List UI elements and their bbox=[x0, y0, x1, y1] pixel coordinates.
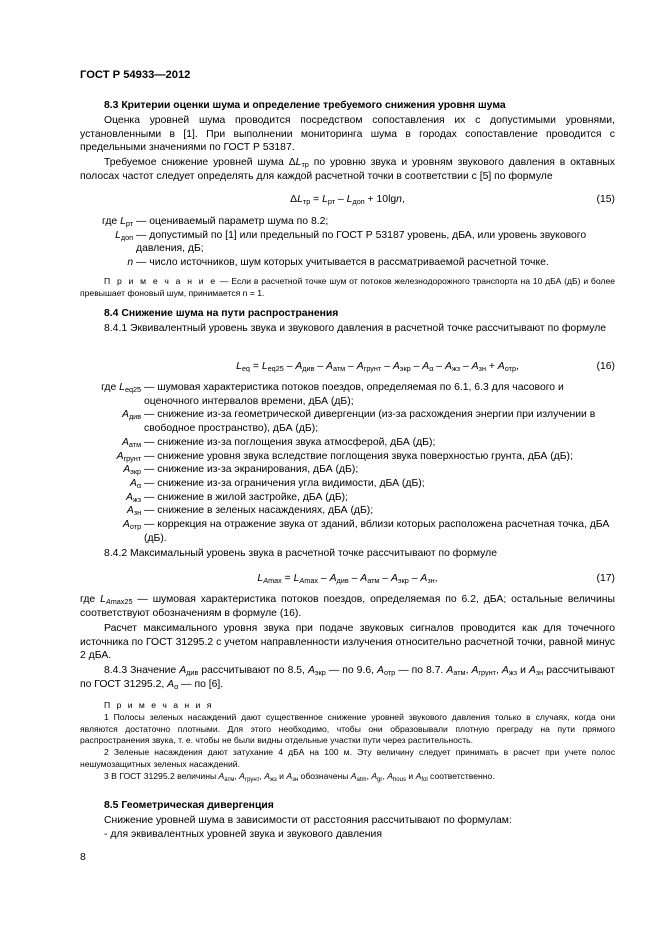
formula-17-expression: $L_{Amax} = L_{Amax} - A_{див} - A_{атм} - A_{экр} - A_{зн}$, bbox=[257, 573, 438, 585]
formula-16-number: (16) bbox=[596, 361, 615, 372]
formula-15-number: (15) bbox=[596, 194, 615, 205]
definition-row: $A_{грунт}$ — снижение уровня звука вследствие поглощения звука поверхностью грунта, дБА (дБ); bbox=[116, 450, 573, 463]
formula-16 bbox=[80, 360, 615, 374]
formula-16-expression: $L_{eq} = L_{eq25} - A_{див} - A_{атм} - A_{грунт} - A_{экр} - A_\alpha - A_{жз} - A_{зн} + A_{отр}$, bbox=[236, 361, 519, 373]
section-8-5-title: 8.5 Геометрическая дивергенция bbox=[104, 800, 274, 811]
definition-row: $A_{див}$ — снижение из-за геометрической дивергенции (из-за расхождения энергии при излучении в свободное пространство), дБА (дБ); bbox=[122, 409, 596, 435]
section-8-4-title: 8.4 Снижение шума на пути распространения bbox=[104, 308, 339, 319]
definition-row: n — число источников, шум которых учитывается в рассматриваемой расчетной точке. bbox=[127, 257, 549, 269]
s83-paragraph-2: Требуемое снижение уровней шума $\Delta L_{тр}$ по уровню звука и уровням звукового давления в октавных полосах частот следует определять для каждой расчетной точки в соответствии с [5] по формуле bbox=[80, 157, 616, 182]
definition-row: $A_{атм}$ — снижение из-за поглощения звука атмосферой, дБА (дБ); bbox=[121, 436, 436, 449]
formula-15-expression: $\Delta L_{тр} = L_{рт} - L_{доп} + 10\lg n$, bbox=[290, 194, 405, 206]
definition-row: $A_{экр}$ — снижение из-за экранирования, дБА (дБ); bbox=[123, 464, 359, 477]
definition-row: $A_{жз}$ — снижение в жилой застройке, дБА (дБ); bbox=[125, 491, 348, 504]
formula-15 bbox=[80, 193, 615, 207]
definition-row: где $L_{eq25}$ — шумовая характеристика потоков поездов, определяемая по 6.1, 6.3 для часового и оценочного интервалов времени, дБА (дБ); bbox=[101, 382, 564, 407]
s843-paragraph: 8.4.3 Значение $A_{див}$ рассчитывают по 8.5, $A_{экр}$ — по 9.6, $A_{отр}$ — по 8.7. $A_{атм}$, $A_{грунт}$, $A_{жз}$ и $A_{зн}$ рассчитывают по ГОСТ 31295.2, $A_\alpha$ — по [6]. bbox=[80, 665, 615, 691]
s841-paragraph: 8.4.1 Эквивалентный уровень звука и звукового давления в расчетной точке рассчитывают по формуле bbox=[104, 323, 607, 334]
definition-row: $A_\alpha$ — снижение из-за ограничения угла видимости, дБА (дБ); bbox=[129, 477, 425, 490]
definition-row: $A_{зн}$ — снижение в зеленых насаждениях, дБА (дБ); bbox=[126, 505, 374, 518]
s84-definitions bbox=[80, 381, 615, 545]
definition-row: $A_{отр}$ — коррекция на отражение звука от зданий, вблизи которых расположена расчетная точка, дБА (дБ). bbox=[122, 519, 610, 544]
formula-17 bbox=[80, 572, 615, 586]
document-header: ГОСТ Р 54933—2012 bbox=[80, 69, 191, 81]
s83-definitions bbox=[80, 215, 615, 270]
s84-notes-label: П р и м е ч а н и я bbox=[104, 700, 214, 710]
formula-17-number: (17) bbox=[596, 573, 615, 584]
s83-note: П р и м е ч а н и е — Если в расчетной точке шум от потоков железнодорожного транспорта на 10 дБА (дБ) и более превышает фоновый шум, принимается n = 1. bbox=[80, 276, 616, 298]
s85-paragraph-2: - для эквивалентных уровней звука и звукового давления bbox=[104, 829, 382, 840]
formula-17-where: где $L_{Amax25}$ — шумовая характеристика потоков поездов, определяемая по 6.2, дБА; остальные величины соответствуют обозначениям в формуле (16). bbox=[80, 594, 615, 619]
definition-row: где $L_{рт}$ — оцениваемый параметр шума по 8.2; bbox=[102, 216, 329, 228]
signal-paragraph: Расчет максимального уровня звука при подаче звуковых сигналов проводится как для точечного источника по ГОСТ 31295.2 с учетом направленности излучения относительно расчетной точки, равной минус 2 дБА. bbox=[80, 623, 615, 662]
s84-note-3: 3 В ГОСТ 31295.2 величины $A_{атм}$, $A_{грунт}$, $A_{жз}$ и $A_{зн}$ обозначены $A_{atm}$, $A_{gr}$, $A_{hous}$ и $A_{fol}$ соответственно. bbox=[104, 771, 495, 783]
s85-paragraph-1: Снижение уровней шума в зависимости от расстояния рассчитывают по формулам: bbox=[104, 815, 512, 826]
section-8-3-title: 8.3 Критерии оценки шума и определение требуемого снижения уровня шума bbox=[104, 100, 506, 111]
s84-note-1: 1 Полосы зеленых насаждений дают существенное снижение уровней звукового давления только в случаях, когда они являются достаточно плотными. Для этого необходимо, чтобы они образовывали плотную преграду на пути прямого распространения звука, т. е. чтобы не были видны отдельные участки пути через растительность. bbox=[80, 712, 615, 746]
s84-note-2: 2 Зеленые насаждения дают затухание 4 дБА на 100 м. Эту величину следует принимать в расчет при учете полос нешумозащитных зеленых насаждений. bbox=[80, 747, 615, 769]
page-number: 8 bbox=[80, 852, 86, 863]
definition-row: $L_{доп}$ — допустимый по [1] или предельный по ГОСТ Р 53187 уровень, дБА, или уровень звукового давления, дБ; bbox=[115, 229, 587, 255]
s83-paragraph-1: Оценка уровней шума проводится посредством сопоставления их с допустимыми уровнями, установленными в [1]. При выполнении мониторинга шума в городах сопоставление проводится с предельными значениями по ГОСТ Р 53187. bbox=[80, 115, 615, 154]
s842-paragraph: 8.4.2 Максимальный уровень звука в расчетной точке рассчитывают по формуле bbox=[104, 548, 497, 559]
